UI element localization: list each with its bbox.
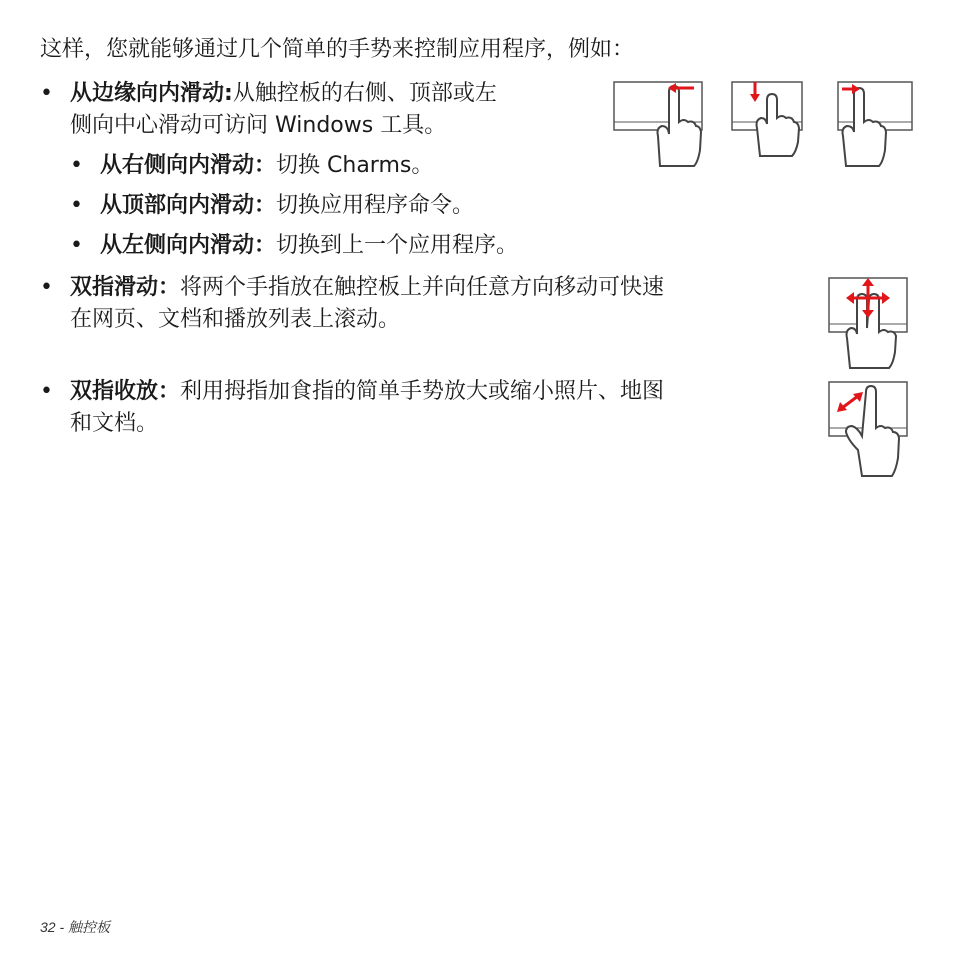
- two-finger-slide-line2: 在网页、文档和播放列表上滚动。: [70, 307, 401, 332]
- bullet-marker: •: [40, 275, 53, 300]
- pinch-zoom-icon: [826, 380, 910, 480]
- sub-item-desc: 切换到上一个应用程序。: [276, 233, 519, 258]
- swipe-right-edge-icon: [612, 80, 706, 170]
- two-finger-pinch-line2: 和文档。: [70, 411, 159, 436]
- sub-item-desc: 切换 Charms。: [276, 153, 434, 178]
- swipe-top-edge-icon: [730, 80, 806, 160]
- edge-swipe-desc: 从触控板的右侧、顶部或左: [232, 81, 497, 106]
- page-footer: 32 - 触控板: [40, 919, 111, 935]
- edge-swipe-term: 从边缘向内滑动:: [70, 81, 233, 106]
- bullet-marker: •: [70, 153, 83, 178]
- bullet-marker: •: [40, 379, 53, 404]
- edge-swipe-line2: 侧向中心滑动可访问 Windows 工具。: [70, 113, 447, 138]
- sub-item-top: [100, 190, 474, 222]
- bullet-marker: •: [70, 193, 83, 218]
- sub-item-term: 从顶部向内滑动：: [100, 193, 277, 218]
- two-finger-scroll-icon: [826, 276, 910, 372]
- two-finger-slide-line1: [70, 272, 664, 304]
- two-finger-pinch-term: 双指收放：: [70, 379, 181, 404]
- two-finger-slide-term: 双指滑动：: [70, 275, 181, 300]
- sub-item-left: [100, 230, 518, 262]
- intro-text: 这样，您就能够通过几个简单的手势来控制应用程序，例如：: [40, 37, 635, 62]
- two-finger-pinch-line1: [70, 376, 664, 408]
- bullet-marker: •: [40, 81, 53, 106]
- two-finger-pinch-desc: 利用拇指加食指的简单手势放大或缩小照片、地图: [180, 379, 665, 404]
- sub-item-term: 从左侧向内滑动：: [100, 233, 277, 258]
- sub-item-right: [100, 150, 433, 182]
- edge-swipe-line1: [70, 78, 497, 110]
- bullet-marker: •: [70, 233, 83, 258]
- sub-item-term: 从右侧向内滑动：: [100, 153, 277, 178]
- sub-item-desc: 切换应用程序命令。: [276, 193, 475, 218]
- swipe-left-edge-icon: [836, 80, 916, 170]
- two-finger-slide-desc: 将两个手指放在触控板上并向任意方向移动可快速: [180, 275, 665, 300]
